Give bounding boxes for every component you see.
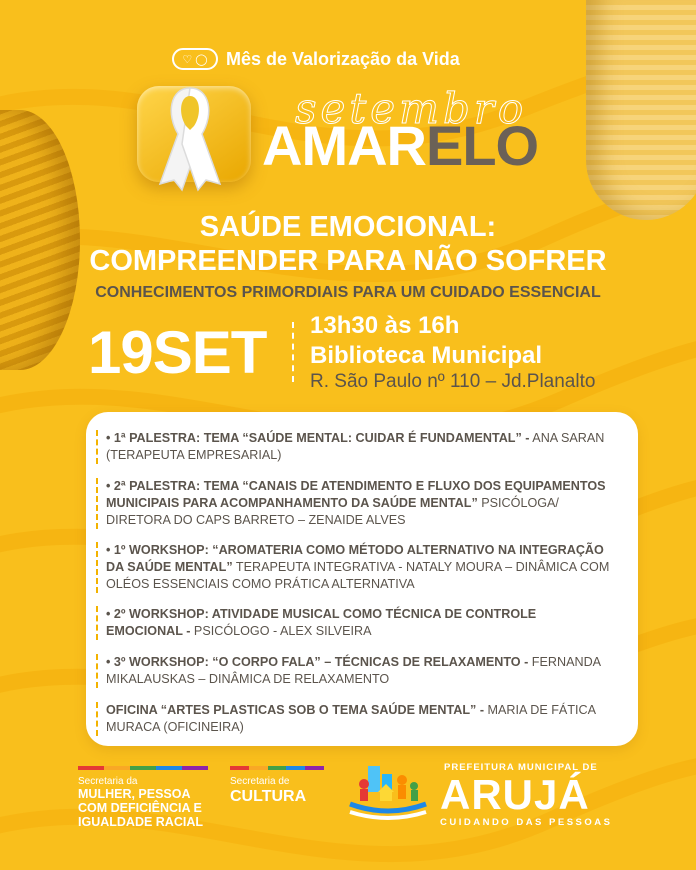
program-item-detail: FERNANDA MIKALAUSKAS – DINÂMICA DE RELAXAMENTO xyxy=(106,655,601,686)
subtitle: CONHECIMENTOS PRIMORDIAIS PARA UM CUIDADO ESSENCIAL xyxy=(95,284,601,301)
amarelo-part1: AMAR xyxy=(262,114,426,177)
program-item xyxy=(96,430,616,464)
program-item-detail: PSICÓLOGA/ DIRETORA DO CAPS BARRETO – ZENAIDE ALVES xyxy=(106,496,559,527)
secretaria-name-line3: IGUALDADE RACIAL xyxy=(78,815,203,829)
event-date: 19SET xyxy=(88,319,267,386)
aruja-city-logo-icon xyxy=(346,762,430,822)
color-stripe xyxy=(230,766,324,770)
setembro-script: setembro xyxy=(295,84,528,133)
awareness-ribbon-icon xyxy=(148,80,232,194)
heart-chat-icon: ♡ ◯ xyxy=(172,48,218,70)
amarelo-wordmark xyxy=(262,114,539,177)
campaign-line: Mês de Valorização da Vida xyxy=(226,48,460,69)
amarelo-part2: ELO xyxy=(425,114,539,177)
secretaria-label: Secretaria da xyxy=(78,776,138,787)
secretaria-name-line1: MULHER, PESSOA xyxy=(78,787,191,801)
program-item xyxy=(96,702,616,736)
program-item-detail: TERAPEUTA INTEGRATIVA - NATALY MOURA – DINÂMICA COM OLÉOS ESSENCIAIS COMO PRÁTICA ALTERNATIVA xyxy=(106,560,610,591)
program-item-title: • 1ª PALESTRA: TEMA “SAÚDE MENTAL: CUIDAR É FUNDAMENTAL” - xyxy=(106,431,530,445)
prefeitura-label: PREFEITURA MUNICIPAL DE xyxy=(444,762,598,773)
secretaria-label: Secretaria de xyxy=(230,776,290,787)
program-item-title: OFICINA “ARTES PLASTICAS SOB O TEMA SAÚDE MENTAL” - xyxy=(106,703,485,717)
program-item-detail: ANA SARAN (TERAPEUTA EMPRESARIAL) xyxy=(106,431,605,462)
date-divider xyxy=(292,322,294,382)
secretaria-cultura-logo xyxy=(230,766,324,806)
event-address: R. São Paulo nº 110 – Jd.Planalto xyxy=(310,371,596,392)
secretaria-cultura-name: CULTURA xyxy=(230,788,307,805)
event-place: Biblioteca Municipal xyxy=(310,342,543,369)
secretaria-name-line2: COM DEFICIÊNCIA E xyxy=(78,801,202,815)
program-item-title: • 1º WORKSHOP: “AROMATERIA COMO MÉTODO ALTERNATIVO NA INTEGRAÇÃO DA SAÚDE MENTAL” xyxy=(106,543,604,574)
secretaria-mulher-logo xyxy=(78,766,208,829)
color-stripe xyxy=(78,766,208,770)
program-item xyxy=(96,654,616,688)
title-line1: SAÚDE EMOCIONAL: xyxy=(199,211,497,243)
program-item-title: • 2º WORKSHOP: ATIVIDADE MUSICAL COMO TÉCNICA DE CONTROLE EMOCIONAL - xyxy=(106,607,537,638)
prefeitura-slogan: CUIDANDO DAS PESSOAS xyxy=(440,817,613,828)
program-item xyxy=(96,478,616,529)
campaign-header xyxy=(172,48,460,70)
program-item-title: • 3º WORKSHOP: “O CORPO FALA” – TÉCNICAS DE RELAXAMENTO - xyxy=(106,655,529,669)
program-item xyxy=(96,606,616,640)
title-line2: COMPREENDER PARA NÃO SOFRER xyxy=(89,245,607,277)
event-time: 13h30 às 16h xyxy=(310,312,460,339)
program-item-detail: MARIA DE FÁTICA MURACA (OFICINEIRA) xyxy=(106,703,596,734)
program-item xyxy=(96,542,616,593)
program-item-title: • 2ª PALESTRA: TEMA “CANAIS DE ATENDIMENTO E FLUXO DOS EQUIPAMENTOS MUNICIPAIS PARA ACOMPANHAMENTO DA SAÚDE MENTAL” xyxy=(106,479,606,510)
program-item-detail: PSICÓLOGO - ALEX SILVEIRA xyxy=(190,624,372,638)
aruja-wordmark: ARUJÁ xyxy=(440,771,590,818)
program-card xyxy=(86,412,638,746)
